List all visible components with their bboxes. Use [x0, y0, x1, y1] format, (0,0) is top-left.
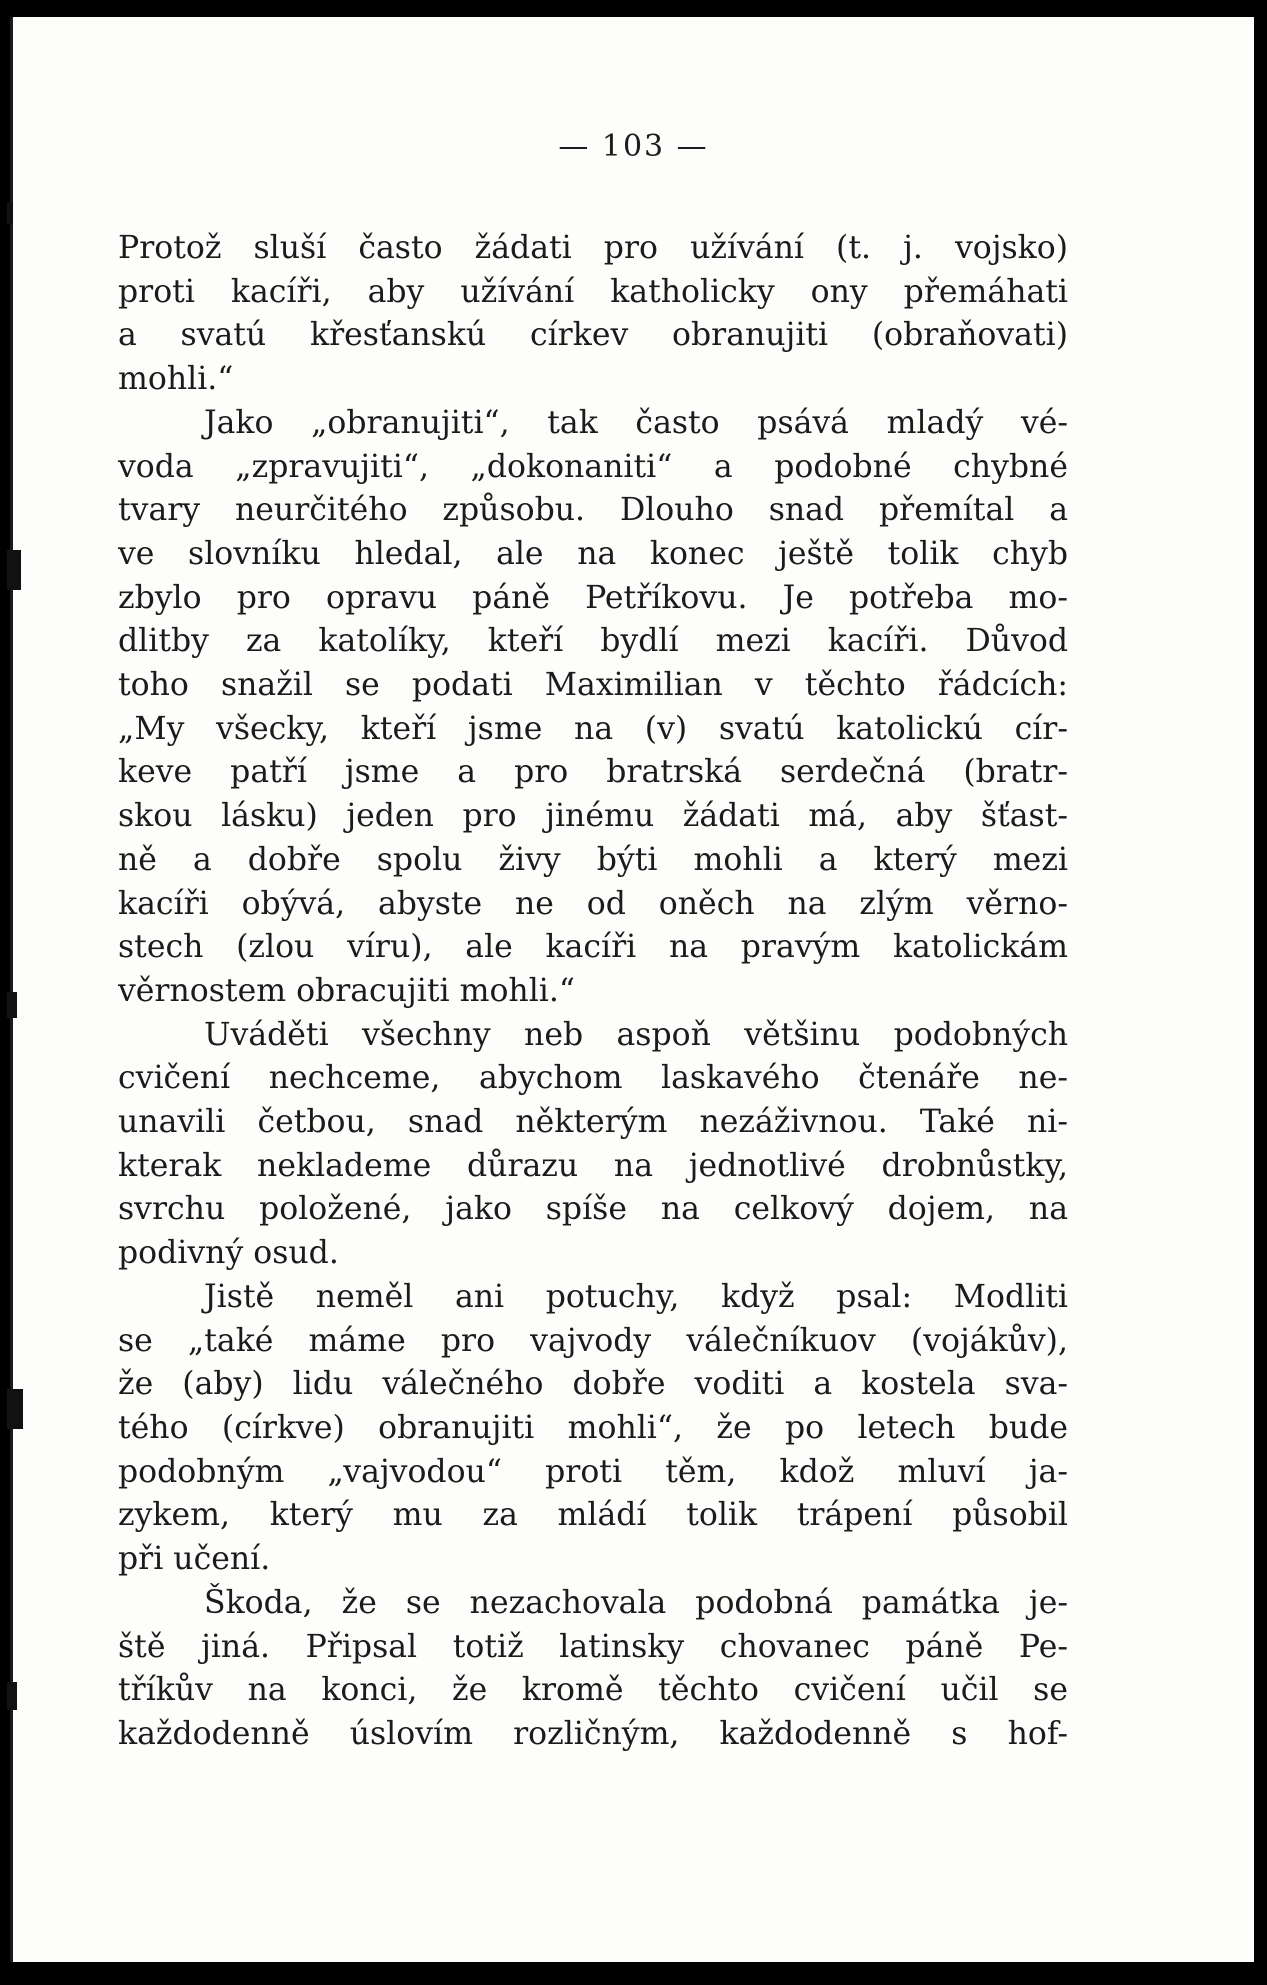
text-line: proti kacíři, aby užívání katholicky ony přemáhati — [118, 273, 1068, 310]
paragraph — [118, 1014, 1068, 1276]
text-line: ve slovníku hledal, ale na konec ještě tolik chyb — [118, 535, 1068, 572]
text-line: cvičení nechceme, abychom laskavého čtenáře ne- — [118, 1060, 1068, 1097]
text-line: při učení. — [118, 1541, 271, 1578]
text-line: dlitby za katolíky, kteří bydlí mezi kacíři. Důvod — [118, 623, 1068, 660]
text-line: věrnostem obracujiti mohli.“ — [118, 972, 575, 1009]
text-line: tvary neurčitého způsobu. Dlouho snad přemítal a — [118, 492, 1068, 529]
text-line: podivný osud. — [118, 1235, 339, 1272]
text-line: zykem, který mu za mládí tolik trápení působil — [118, 1497, 1068, 1534]
paragraph — [118, 1276, 1068, 1582]
binding-mark — [7, 550, 21, 590]
text-line: kterak neklademe důrazu na jednotlivé drobnůstky, — [118, 1147, 1068, 1184]
paragraph — [118, 1582, 1068, 1757]
text-line: mohli.“ — [118, 361, 234, 398]
text-line: Jistě neměl ani potuchy, když psal: Modliti — [204, 1278, 1068, 1315]
body-text — [118, 227, 1068, 1757]
binding-mark — [7, 1389, 23, 1429]
binding-mark — [7, 202, 13, 224]
text-line: Protož sluší často žádati pro užívání (t. j. vojsko) — [118, 230, 1068, 266]
text-line: unavili četbou, snad některým nezáživnou. Také ni- — [118, 1104, 1068, 1141]
text-line: svrchu položené, jako spíše na celkový dojem, na — [118, 1191, 1068, 1228]
text-line: Škoda, že se nezachovala podobná památka je- — [204, 1584, 1068, 1621]
text-line: Uváděti všechny neb aspoň většinu podobných — [204, 1016, 1068, 1053]
text-line: skou lásku) jeden pro jinému žádati má, aby šťast- — [118, 798, 1068, 835]
paragraph — [118, 402, 1068, 1014]
text-line: kacíři obývá, abyste ne od oněch na zlým věrno- — [118, 885, 1068, 922]
text-line: Jako „obranujiti“, tak často psává mladý vé- — [204, 404, 1068, 441]
text-line: voda „zpravujiti“, „dokonaniti“ a podobné chybné — [118, 448, 1068, 485]
text-line: každodenně úslovím rozličným, každodenně s hof- — [118, 1715, 1068, 1752]
text-line: ště jiná. Připsal totiž latinsky chovanec páně Pe- — [118, 1628, 1068, 1665]
text-line: tříkův na konci, že kromě těchto cvičení učil se — [118, 1672, 1068, 1709]
binding-mark — [7, 992, 17, 1018]
book-page — [10, 17, 1254, 1962]
text-line: ně a dobře spolu živy býti mohli a který mezi — [118, 841, 1068, 878]
binding-mark — [7, 1682, 17, 1710]
text-line: že (aby) lidu válečného dobře voditi a kostela sva- — [118, 1366, 1068, 1403]
text-line: se „také máme pro vajvody válečníkuov (vojákův), — [118, 1322, 1068, 1359]
text-line: podobným „vajvodou“ proti těm, kdož mluví ja- — [118, 1453, 1068, 1490]
text-line: zbylo pro opravu páně Petříkovu. Je potřeba mo- — [118, 579, 1068, 616]
text-line: „My všecky, kteří jsme na (v) svatú katolickú cír- — [118, 710, 1068, 747]
text-line: toho snažil se podati Maximilian v těchto řádcích: — [118, 667, 1068, 704]
text-line: stech (zlou víru), ale kacíři na pravým katolickám — [118, 929, 1068, 966]
text-line: a svatú křesťanskú církev obranujiti (obraňovati) — [118, 317, 1068, 354]
text-line: tého (církve) obranujiti mohli“, že po letech bude — [118, 1409, 1068, 1446]
paragraph — [118, 227, 1068, 402]
text-line: keve patří jsme a pro bratrská serdečná (bratr- — [118, 754, 1068, 791]
page-number: — 103 — — [558, 129, 709, 164]
